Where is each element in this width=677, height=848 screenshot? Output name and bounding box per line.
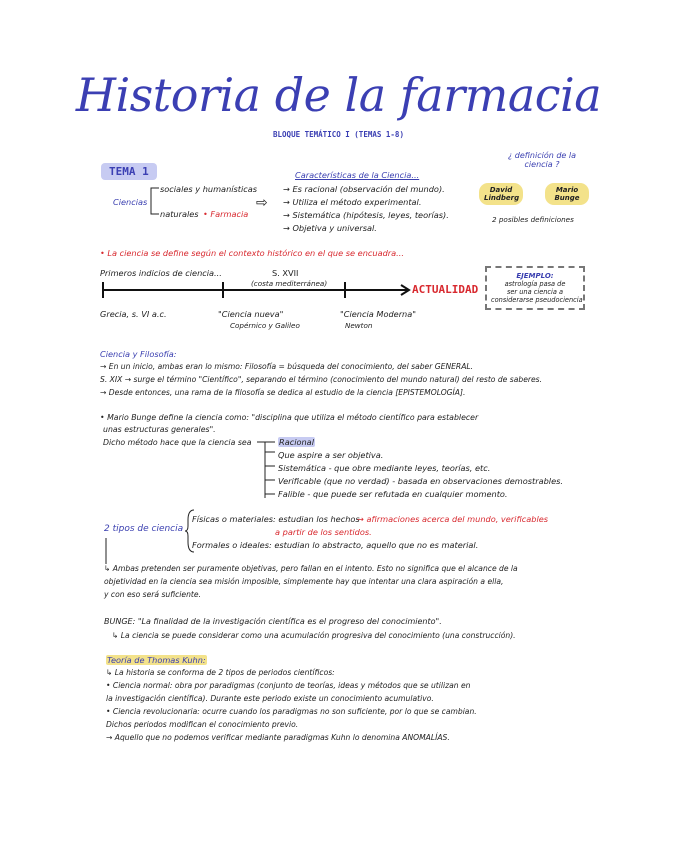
tipos-note: ↳ Ambas pretenden ser puramente objetivas, pero fallan en el intento. Esto no significa que el alcance de la [104,564,518,573]
traits-bracket [255,440,279,502]
trait-item: Falible - que puede ser refutada en cualquier momento. [278,489,508,499]
branch-natural-note: • Farmacia [203,209,249,219]
contexto-note: • La ciencia se define según el contexto histórico en el que se encuadra... [100,248,404,258]
tipos-note: y con eso será suficiente. [104,590,201,599]
ejemplo-box [485,266,585,310]
filosofia-line: S. XIX → surge el término "Científico", separando el término (conocimiento del mundo natural) del resto de saberes. [100,375,543,384]
ejemplo-text: astrología pasa de [504,280,566,288]
bunge-def-line: unas estructuras generales". [103,425,216,434]
kuhn-line: • Ciencia revolucionaria: ocurre cuando los paradigmas no son suficiente, por lo que se cambian. [106,707,477,716]
kuhn-heading: Teoría de Thomas Kuhn: [107,655,206,665]
caract-item: → Objetiva y universal. [283,223,377,233]
posibles-definiciones: 2 posibles definiciones [492,215,574,224]
page-subtitle: BLOQUE TEMÁTICO I (TEMAS 1-8) [273,130,404,139]
caract-item: → Es racional (observación del mundo). [283,184,445,194]
costa-label: (costa mediterránea) [251,279,328,288]
kuhn-line: → Aquello que no podemos verificar mediante paradigmas Kuhn lo denomina ANOMALÍAS. [106,733,450,742]
kuhn-line: • Ciencia normal: obra por paradigmas (conjunto de teorías, ideas y métodos que se utilizan en [106,681,471,690]
filosofia-line: → En un inicio, ambas eran lo mismo: Filosofía = búsqueda del conocimiento, del saber GENERAL. [100,362,474,371]
fisicas-line-red: → afirmaciones acerca del mundo, verificables [357,514,549,524]
trait-item: Racional [279,437,314,447]
kuhn-line: ↳ La historia se conforma de 2 tipos de periodos científicos: [106,668,335,677]
page-title: Historia de la farmacia [75,68,602,122]
bunge-quote: BUNGE: "La finalidad de la investigación científica es el progreso del conocimiento". [104,617,442,626]
mario-bunge-bubble: Mario Bunge [545,183,589,205]
actualidad-label: ACTUALIDAD [412,283,479,296]
grecia-label: Grecia, s. VI a.c. [100,309,167,319]
arrow-icon: ⇨ [256,195,268,211]
trait-item: Sistemática - que obre mediante leyes, teorías, etc. [278,463,491,473]
ejemplo-text: considerarse pseudociencia [491,296,583,304]
bunge-def-line: • Mario Bunge define la ciencia como: "disciplina que utiliza el método científico para establecer [100,413,479,422]
branch-natural: naturales [160,209,199,219]
ejemplo-label: EJEMPLO: [516,272,554,280]
filosofia-line: → Desde entonces, una rama de la filosofía se dedica al estudio de la ciencia [EPISTEMOLOGÍA]. [100,388,466,397]
timeline-line [95,280,415,300]
ciencias-label: Ciencias [113,197,148,207]
kuhn-line: Dichos periodos modifican el conocimiento previo. [106,720,299,729]
primeros-indicios: Primeros indicios de ciencia... [100,268,222,278]
david-lindberg-bubble: David Lindberg [479,183,523,205]
kuhn-line: la investigación científica). Durante este periodo existe un conocimiento acumulativo. [106,694,434,703]
tema-badge: TEMA 1 [101,163,157,180]
ciencia-nueva-label: "Ciencia nueva" [218,309,284,319]
trait-item: Que aspire a ser objetiva. [278,450,384,460]
fisicas-line-red: a partir de los sentidos. [275,527,372,537]
ejemplo-text: ser una ciencia a [506,288,564,296]
tipos-label: 2 tipos de ciencia [104,524,184,534]
filosofia-heading: Ciencia y Filosofía: [100,349,177,359]
caract-title: Características de la Ciencia... [295,170,420,180]
ciencia-moderna-label: "Ciencia Moderna" [340,309,417,319]
definicion-question: ¿ definición de la ciencia ? [507,151,577,169]
newton-label: Newton [345,321,373,330]
ciencias-bracket [145,186,161,216]
fisicas-line: Físicas o materiales: estudian los hechos [192,514,360,524]
trait-item: Verificable (que no verdad) - basada en observaciones demostrables. [278,476,563,486]
bunge-def-line: Dicho método hace que la ciencia sea [103,438,252,447]
sxvii-label: S. XVII [272,268,299,278]
caract-item: → Sistemática (hipótesis, leyes, teorías). [283,210,449,220]
formales-line: Formales o ideales: estudian lo abstracto, aquello que no es material. [192,540,479,550]
bunge-quote-note: ↳ La ciencia se puede considerar como una acumulación progresiva del conocimiento (una construcción). [112,631,516,640]
caract-item: → Utiliza el método experimental. [283,197,422,207]
branch-social: sociales y humanísticas [160,184,258,194]
tipos-note: objetividad en la ciencia sea misión imposible, simplemente hay que intentar una clara aspiración a ella, [104,577,504,586]
copernico-label: Copérnico y Galileo [230,321,300,330]
